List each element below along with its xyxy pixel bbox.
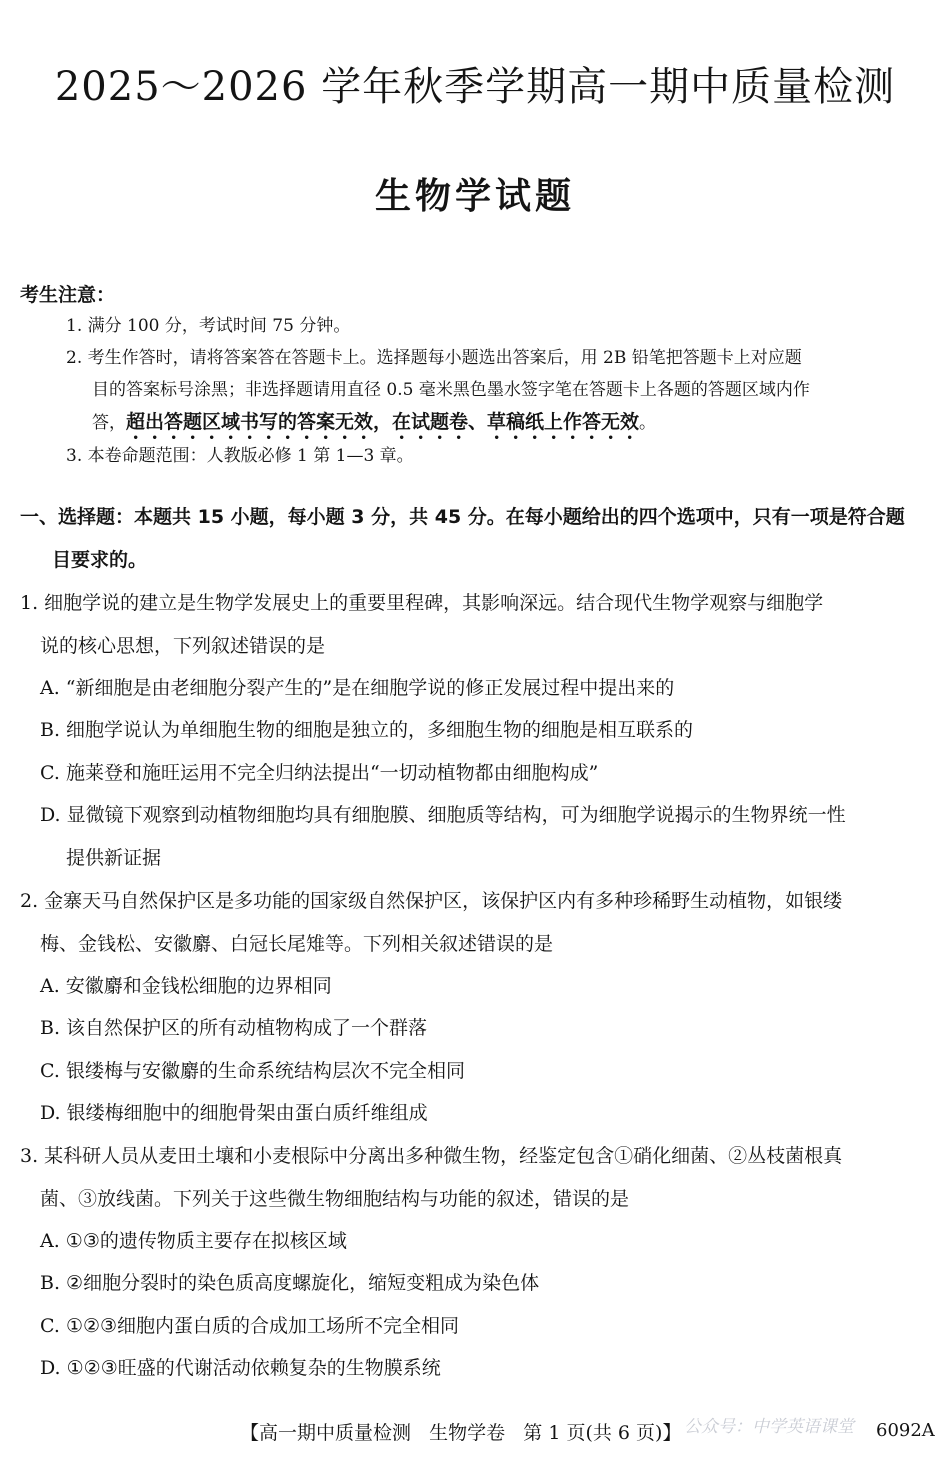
question-2-stem: [20, 880, 935, 965]
question-2-option-a: A. 安徽麝和金钱松细胞的边界相同: [40, 975, 332, 997]
exam-subtitle: 生物学试题: [374, 176, 575, 217]
paper-code: 6092A: [876, 1420, 935, 1441]
footer-subject: 生物学卷: [429, 1422, 506, 1444]
question-3-option-b: B. ②细胞分裂时的染色质高度螺旋化，缩短变粗成为染色体: [40, 1272, 540, 1294]
question-2-stem-line-2: 梅、金钱松、安徽麝、白冠长尾雉等。下列相关叙述错误的是: [40, 932, 554, 955]
notice-item-2-prefix: 答，: [92, 413, 126, 433]
question-2-option-b: B. 该自然保护区的所有动植物构成了一个群落: [40, 1017, 428, 1039]
exam-title: 2025～2026 学年秋季学期高一期中质量检测: [54, 64, 896, 110]
question-1-stem-line-1: 1. 细胞学说的建立是生物学发展史上的重要里程碑，其影响深远。结合现代生物学观察与细胞学: [20, 592, 824, 614]
question-1-option-d: [40, 794, 935, 879]
question-1-option-c: C. 施莱登和施旺运用不完全归纳法提出“一切动植物都由细胞构成”: [40, 762, 599, 784]
question-3-option-d: D. ①②③旺盛的代谢活动依赖复杂的生物膜系统: [40, 1357, 441, 1379]
question-1-stem: [20, 582, 935, 667]
notice-item-2-line-1: 2. 考生作答时，请将答案答在答题卡上。选择题每小题选出答案后，用 2B 铅笔把答题卡上对应题: [66, 348, 802, 368]
question-1-option-b: B. 细胞学说认为单细胞生物的细胞是独立的，多细胞生物的细胞是相互联系的: [40, 719, 694, 741]
question-3-stem-line-1: 3. 某科研人员从麦田土壤和小麦根际中分离出多种微生物，经鉴定包含①硝化细菌、②丛枝菌根真: [20, 1145, 843, 1167]
question-1-option-d-line-1: D. 显微镜下观察到动植物细胞均具有细胞膜、细胞质等结构，可为细胞学说揭示的生物界统一性: [40, 804, 846, 826]
question-3-stem: [20, 1135, 935, 1220]
question-2-stem-line-1: 2. 金寨天马自然保护区是多功能的国家级自然保护区，该保护区内有多种珍稀野生动植物，如银缕: [20, 890, 843, 912]
notice-item-3: 3. 本卷命题范围：人教版必修 1 第 1—3 章。: [66, 446, 414, 466]
notice-item-2-line-2: 目的答案标号涂黑；非选择题请用直径 0.5 毫米黑色墨水签字笔在答题卡上各题的答题区域内作: [92, 380, 810, 400]
question-3-option-c: C. ①②③细胞内蛋白质的合成加工场所不完全相同: [40, 1315, 460, 1337]
section-1-heading: [20, 496, 935, 582]
footer-right-bracket: 】: [662, 1422, 682, 1444]
question-1-option-d-line-2: 提供新证据: [66, 846, 162, 869]
footer-exam-name: 高一期中质量检测: [259, 1422, 412, 1444]
watermark-text: 公众号：中学英语课堂: [684, 1417, 854, 1437]
question-3-stem-line-2: 菌、③放线菌。下列关于这些微生物细胞结构与功能的叙述，错误的是: [40, 1187, 630, 1210]
section-1-line-2: 目要求的。: [52, 549, 148, 571]
notice-heading: 考生注意：: [20, 284, 116, 306]
question-1-stem-line-2: 说的核心思想，下列叙述错误的是: [40, 634, 326, 657]
page-footer: [240, 1418, 681, 1445]
footer-left-bracket: 【: [240, 1422, 260, 1444]
footer-page-number: 第 1 页(共 6 页): [523, 1422, 663, 1444]
notice-item-2-suffix: 。: [639, 413, 657, 433]
notice-emphasis: 超出答题区域书写的答案无效，在试题卷、草稿纸上作答无效: [126, 411, 640, 433]
question-2-option-d: D. 银缕梅细胞中的细胞骨架由蛋白质纤维组成: [40, 1102, 428, 1124]
question-1-option-a: A. “新细胞是由老细胞分裂产生的”是在细胞学说的修正发展过程中提出来的: [40, 677, 675, 699]
question-2-option-c: C. 银缕梅与安徽麝的生命系统结构层次不完全相同: [40, 1060, 465, 1082]
question-3-option-a: A. ①③的遗传物质主要存在拟核区域: [40, 1230, 347, 1252]
notice-item-1: 1. 满分 100 分，考试时间 75 分钟。: [66, 316, 351, 336]
notice-item-2-line-3: [92, 406, 934, 444]
section-1-line-1: 一、选择题：本题共 15 小题，每小题 3 分，共 45 分。在每小题给出的四个选项中，只有一项是符合题: [20, 506, 905, 528]
